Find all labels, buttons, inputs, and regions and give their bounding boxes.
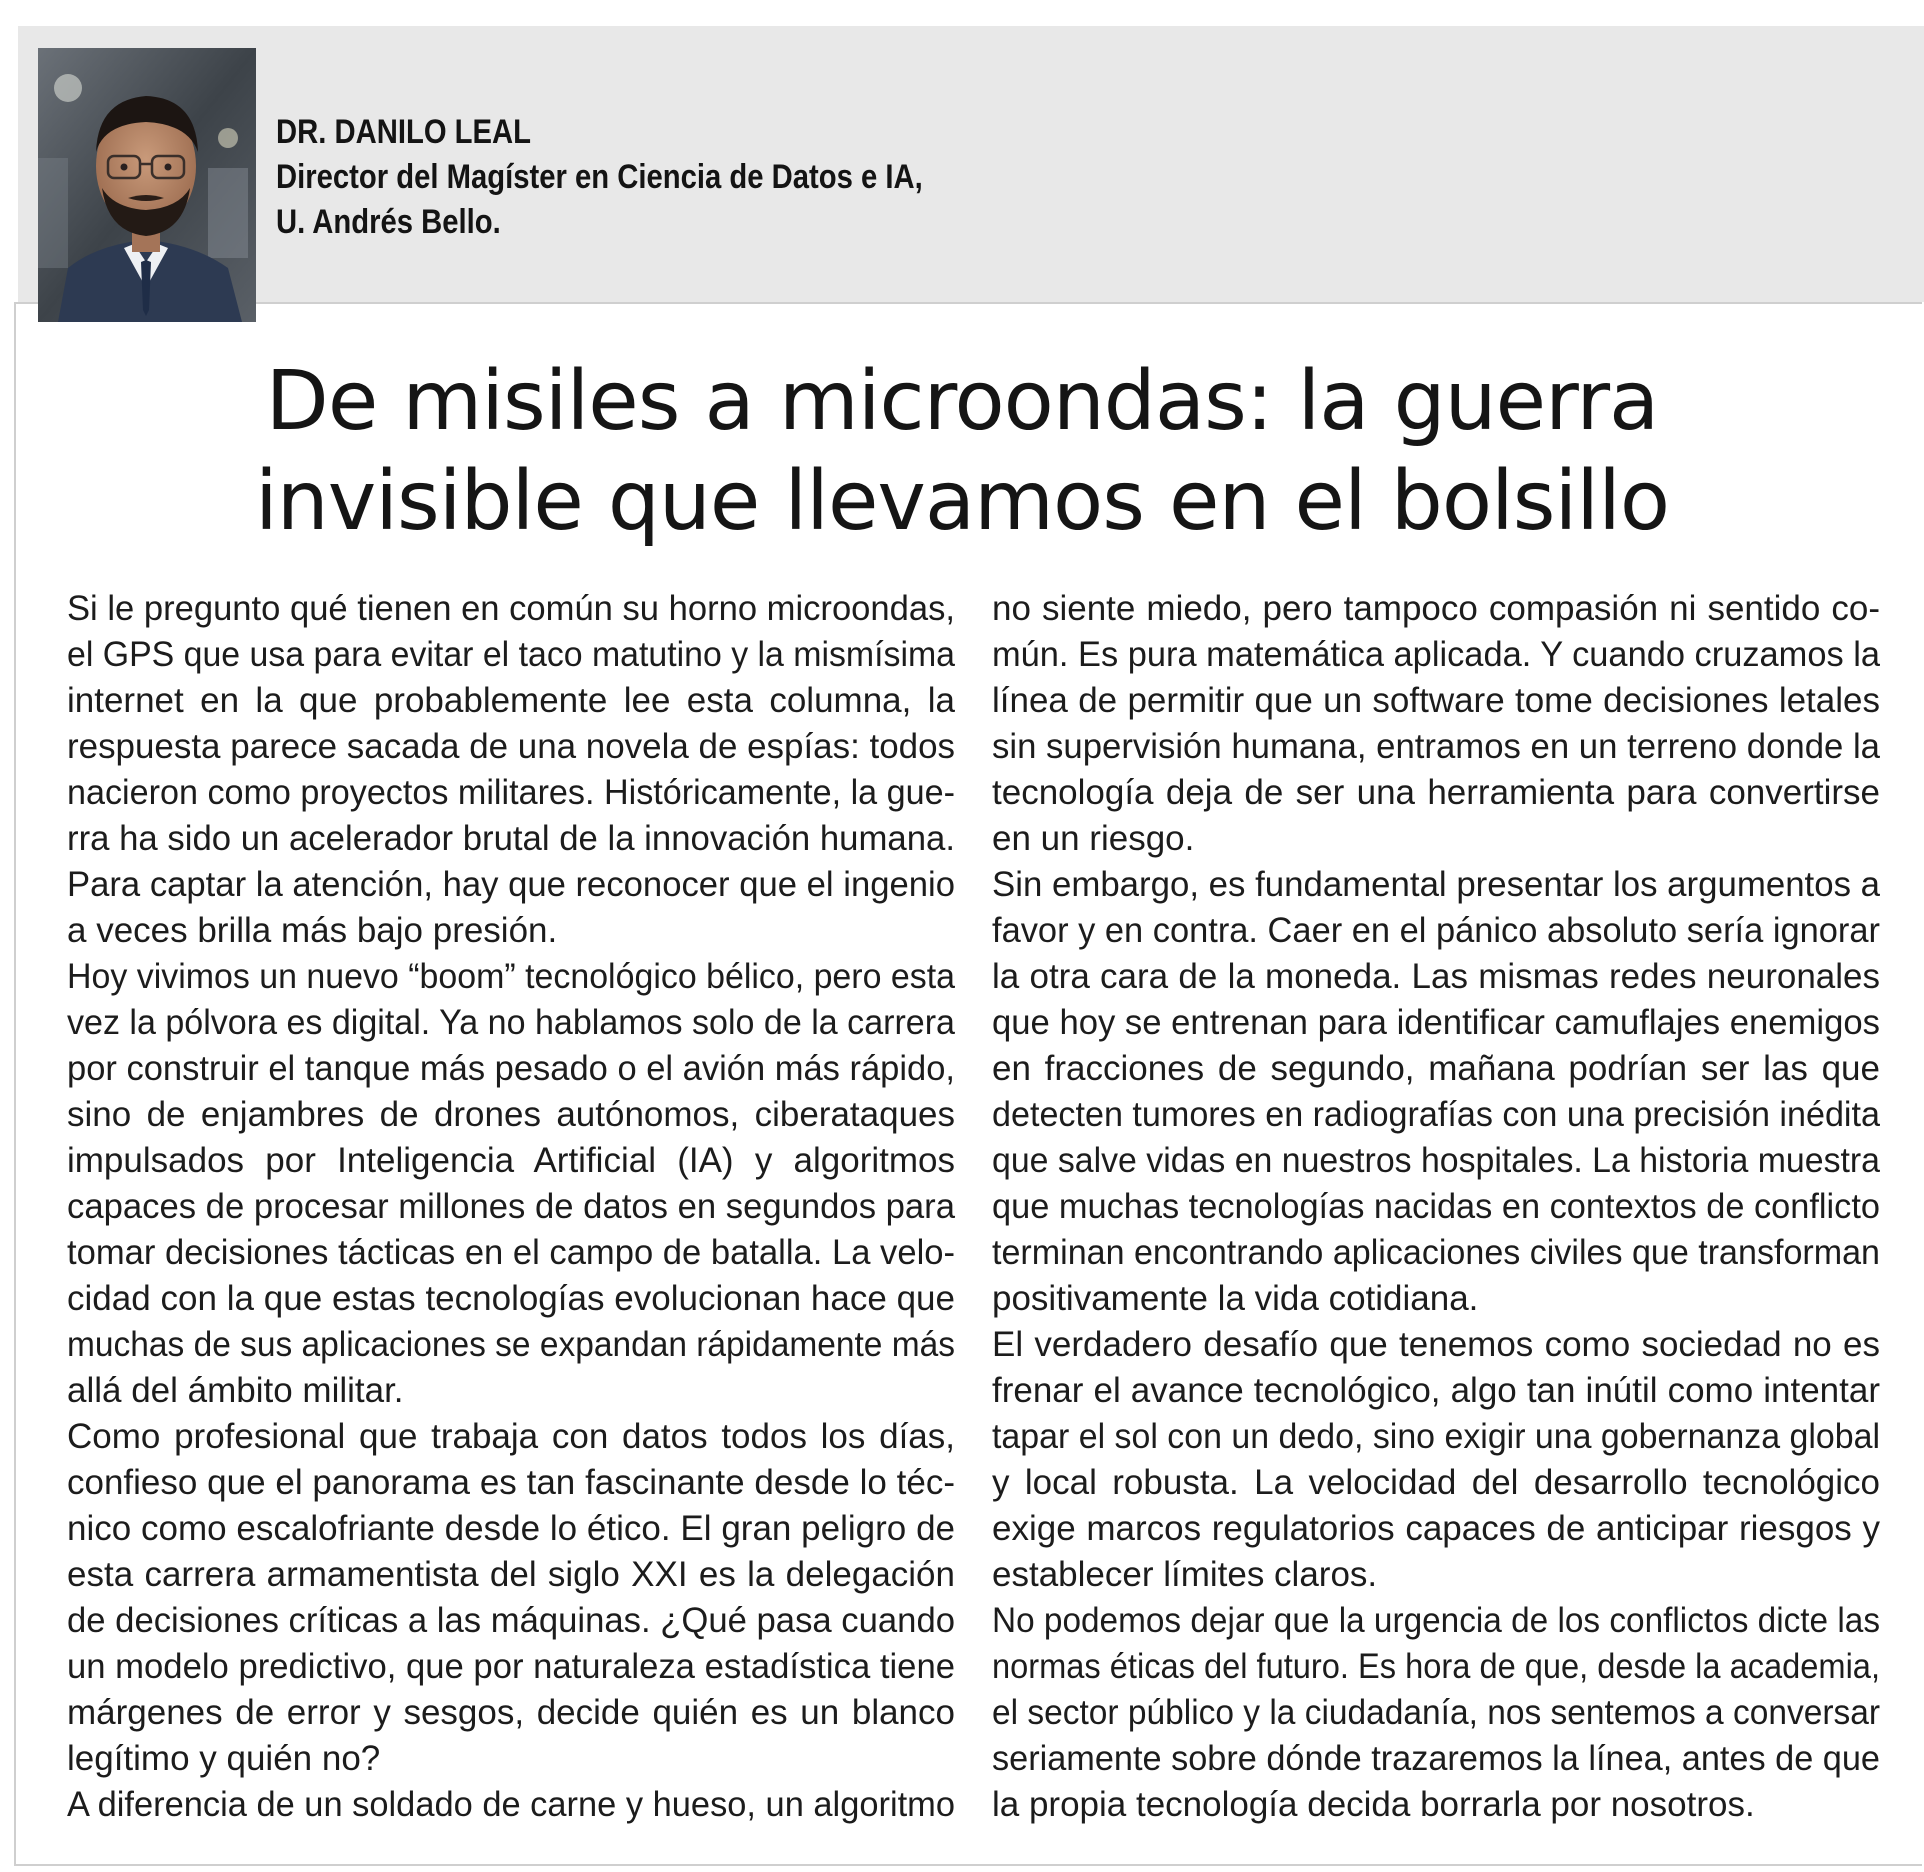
body-text-line: normas éticas del futuro. Es hora de que, desde la academia, [992, 1647, 1880, 1686]
article-column-left [67, 586, 955, 1828]
body-text-line: capaces de procesar millones de datos en segundos para [67, 1187, 955, 1226]
body-text-line: impulsados por Inteligencia Artificial (IA) y algoritmos [67, 1141, 955, 1180]
body-text-line: Hoy vivimos un nuevo “boom” tecnológico bélico, pero esta [67, 957, 955, 996]
body-text-line: que salve vidas en nuestros hospitales. La historia muestra [992, 1141, 1880, 1180]
article-headline [0, 352, 1924, 552]
body-text-line: detecten tumores en radiografías con una precisión inédita [992, 1095, 1880, 1134]
body-text-line: a veces brilla más bajo presión. [67, 911, 558, 950]
author-affiliation: U. Andrés Bello. [276, 203, 501, 241]
body-text-line: en fracciones de segundo, mañana podrían ser las que [992, 1049, 1880, 1088]
body-text-line: Sin embargo, es fundamental presentar los argumentos a [992, 865, 1880, 904]
body-text-line: rra ha sido un acelerador brutal de la innovación humana. [67, 819, 955, 858]
body-text-line: El verdadero desafío que tenemos como sociedad no es [992, 1325, 1880, 1364]
body-text-line: internet en la que probablemente lee esta columna, la [67, 681, 955, 720]
body-text-line: tecnología deja de ser una herramienta para convertirse [992, 773, 1880, 812]
body-text-line: el GPS que usa para evitar el taco matutino y la mismísima [67, 635, 955, 674]
body-text-line: nico como escalofriante desde lo ético. El gran peligro de [67, 1509, 955, 1548]
body-text-line: vez la pólvora es digital. Ya no hablamos solo de la carrera [67, 1003, 955, 1042]
body-text-line: la propia tecnología decida borrarla por nosotros. [992, 1785, 1755, 1824]
body-text-line: Si le pregunto qué tienen en común su horno microondas, [67, 589, 955, 628]
body-text-line: en un riesgo. [992, 819, 1195, 858]
body-text-line: confieso que el panorama es tan fascinante desde lo téc- [67, 1463, 955, 1502]
body-text-line: esta carrera armamentista del siglo XXI es la delegación [67, 1555, 955, 1594]
body-text-line: A diferencia de un soldado de carne y hueso, un algoritmo [67, 1785, 955, 1824]
body-text-line: que muchas tecnologías nacidas en contextos de conflicto [992, 1187, 1880, 1226]
body-text-line: No podemos dejar que la urgencia de los conflictos dicte las [992, 1601, 1880, 1640]
body-text-line: sin supervisión humana, entramos en un terreno donde la [992, 727, 1880, 766]
body-text-line: la otra cara de la moneda. Las mismas redes neuronales [992, 957, 1880, 996]
body-text-line: positivamente la vida cotidiana. [992, 1279, 1479, 1318]
body-text-line: tapar el sol con un dedo, sino exigir una gobernanza global [992, 1417, 1880, 1456]
body-text-line: no siente miedo, pero tampoco compasión ni sentido co- [992, 589, 1880, 628]
author-role: Director del Magíster en Ciencia de Datos e IA, [276, 158, 923, 196]
body-text-line: favor y en contra. Caer en el pánico absoluto sería ignorar [992, 911, 1880, 950]
body-text-line: Para captar la atención, hay que reconocer que el ingenio [67, 865, 955, 904]
body-text-line: que hoy se entrenan para identificar camuflajes enemigos [992, 1003, 1880, 1042]
author-photo [38, 48, 256, 322]
headline-line-2: invisible que llevamos en el bolsillo [254, 454, 1670, 549]
body-text-line: y local robusta. La velocidad del desarrollo tecnológico [992, 1463, 1880, 1502]
body-text-line: línea de permitir que un software tome decisiones letales [992, 681, 1880, 720]
body-text-line: mún. Es pura matemática aplicada. Y cuando cruzamos la [992, 635, 1880, 674]
body-text-line: muchas de sus aplicaciones se expandan rápidamente más [67, 1325, 955, 1364]
author-name: DR. DANILO LEAL [276, 113, 532, 151]
author-byline [276, 110, 1136, 245]
body-text-line: legítimo y quién no? [67, 1739, 381, 1778]
body-text-line: establecer límites claros. [992, 1555, 1378, 1594]
body-text-line: respuesta parece sacada de una novela de espías: todos [67, 727, 955, 766]
body-text-line: terminan encontrando aplicaciones civiles que transforman [992, 1233, 1880, 1272]
body-text-line: por construir el tanque más pesado o el avión más rápido, [67, 1049, 955, 1088]
body-text-line: frenar el avance tecnológico, algo tan inútil como intentar [992, 1371, 1880, 1410]
body-text-line: el sector público y la ciudadanía, nos sentemos a conversar [992, 1693, 1880, 1732]
body-text-line: allá del ámbito militar. [67, 1371, 404, 1410]
body-text-line: seriamente sobre dónde trazaremos la línea, antes de que [992, 1739, 1880, 1778]
body-text-line: tomar decisiones tácticas en el campo de batalla. La velo- [67, 1233, 955, 1272]
article-column-right [992, 586, 1880, 1828]
body-text-line: sino de enjambres de drones autónomos, ciberataques [67, 1095, 955, 1134]
body-text-line: de decisiones críticas a las máquinas. ¿Qué pasa cuando [67, 1601, 955, 1640]
headline-line-1: De misiles a microondas: la guerra [265, 354, 1659, 449]
body-text-line: exige marcos regulatorios capaces de anticipar riesgos y [992, 1509, 1880, 1548]
body-text-line: Como profesional que trabaja con datos todos los días, [67, 1417, 955, 1456]
body-text-line: un modelo predictivo, que por naturaleza estadística tiene [67, 1647, 955, 1686]
body-text-line: nacieron como proyectos militares. Históricamente, la gue- [67, 773, 955, 812]
body-text-line: márgenes de error y sesgos, decide quién es un blanco [67, 1693, 955, 1732]
body-text-line: cidad con la que estas tecnologías evolucionan hace que [67, 1279, 955, 1318]
